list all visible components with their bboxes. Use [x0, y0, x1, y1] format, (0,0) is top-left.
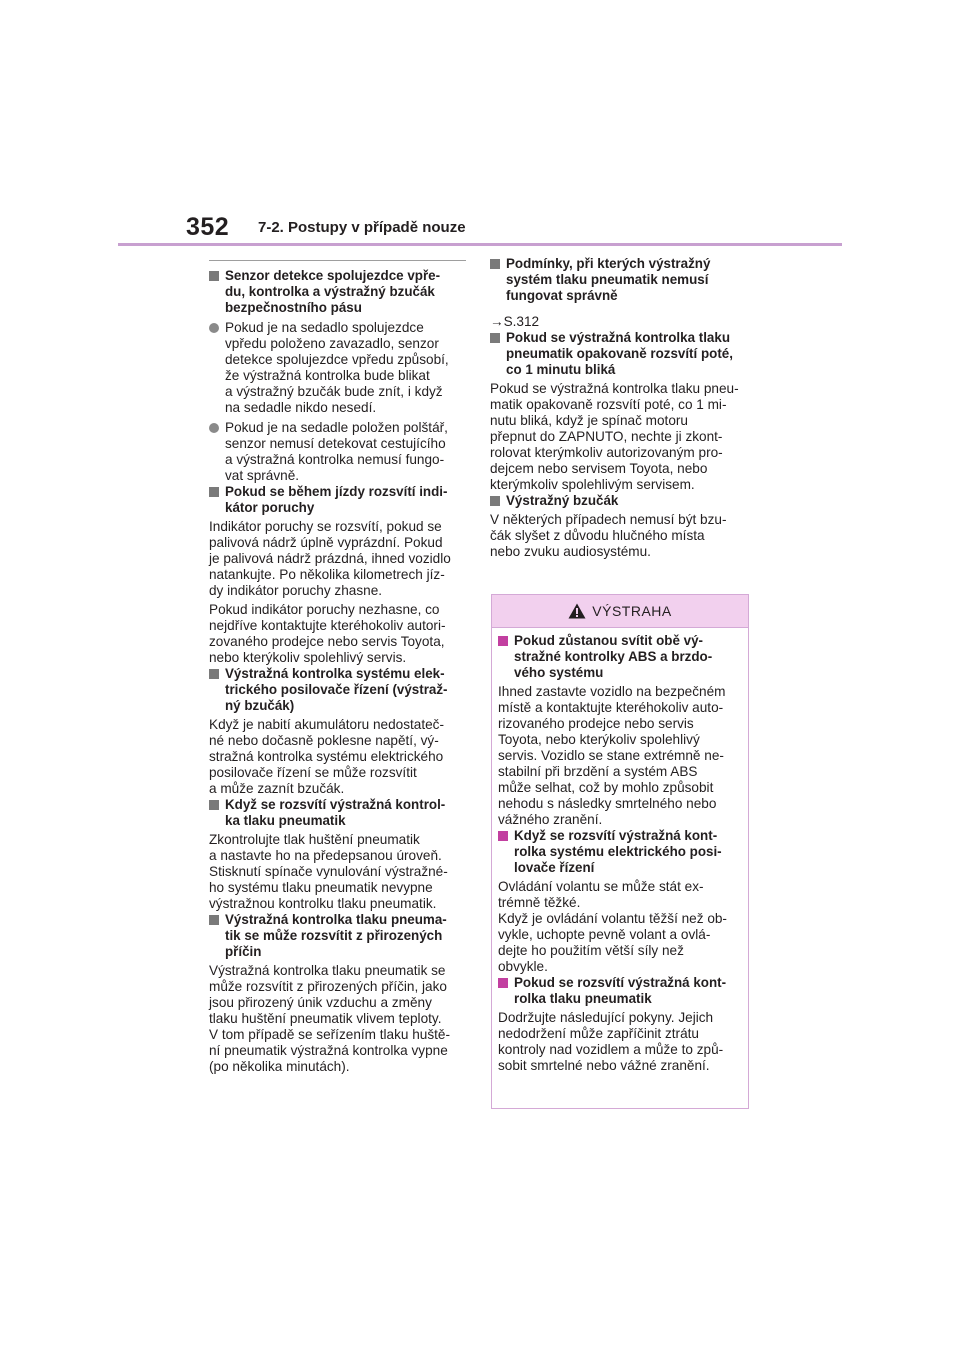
paragraph: Pokud se výstražná kontrolka tlaku pneu- matik opakovaně rozsvítí poté, co 1 mi- nutu bliká, když je spínač motoru přepnut do ZAPNUTO, nechte ji zkont- rolovat kterýmkoliv autorizovaným pro- dejcem nebo servisem Toyota, nebo kterýmkoliv spolehlivým servisem.: [490, 381, 739, 492]
paragraph: V některých případech nemusí být bzu- čák slyšet z důvodu hlučného místa nebo zvuku audiosystému.: [490, 512, 727, 559]
section-warning-buzzer: [490, 493, 752, 560]
paragraph: Zkontrolujte tlak huštění pneumatik a nastavte ho na předepsanou úroveň. Stisknutí spínače vynulování výstražné- ho systému tlaku pneumatik nevypne výstražnou kontrolku tlaku pneumatik.: [209, 832, 448, 911]
square-bullet-icon: [209, 271, 219, 281]
section-heading: Podmínky, při kterých výstražný systém tlaku pneumatik nemusí fungovat správně: [490, 256, 752, 304]
paragraph: Pokud indikátor poruchy nezhasne, co nejdříve kontaktujte kteréhokoliv autori- zovaného prodejce nebo servis Toyota, nebo kterýkoliv spolehlivý servis.: [209, 602, 446, 665]
warning-section-eps: [498, 828, 742, 975]
warning-section-tpws: [498, 975, 742, 1074]
warning-box: [491, 594, 749, 1109]
section-title: 7-2. Postupy v případě nouze: [258, 219, 466, 236]
paragraph: Když je nabití akumulátoru nedostateč- né nebo dočasně poklesne napětí, vý- stražná kontrolka systému elektrického posilovače řízení se může rozsvítit a může zaznít bzučák.: [209, 717, 445, 796]
right-column: [490, 256, 752, 560]
square-bullet-icon: [498, 831, 508, 841]
section-heading: Když se rozsvítí výstražná kontrol- ka tlaku pneumatik: [209, 797, 466, 829]
header-divider: [118, 243, 842, 246]
square-bullet-icon: [490, 259, 500, 269]
warning-triangle-icon: [568, 603, 586, 619]
section-tire-pressure-natural: [209, 912, 466, 1075]
warning-header: [492, 595, 748, 628]
square-bullet-icon: [498, 978, 508, 988]
section-heading: Pokud se rozsvítí výstražná kont- rolka tlaku pneumatik: [498, 975, 742, 1007]
section-heading: Pokud se během jízdy rozsvítí indi- kátor poruchy: [209, 484, 466, 516]
section-tpws-conditions: [490, 256, 752, 330]
paragraph: Ihned zastavte vozidlo na bezpečném místě a kontaktujte kteréhokoliv auto- rizovaného prodejce nebo servis Toyota, nebo kterýkoliv spolehlivý servis. Vozidlo se stane extrémně ne- stabilní při brzdění a systém ABS může selhat, což by mohlo způsobit nehodu s následky smrtelného nebo vážného zranění.: [498, 684, 726, 827]
square-bullet-icon: [490, 496, 500, 506]
warning-section-abs: [498, 633, 742, 828]
section-heading: Pokud zůstanou svítit obě vý- stražné kontrolky ABS a brzdo- vého systému: [498, 633, 742, 681]
square-bullet-icon: [209, 800, 219, 810]
column-divider: [209, 260, 466, 261]
square-bullet-icon: [209, 487, 219, 497]
paragraph: Ovládání volantu se může stát ex- trémně těžké. Když je ovládání volantu těžší než ob- vykle, uchopte pevně volant a ovlá- dejte ho použitím větší síly než obvykle.: [498, 879, 727, 974]
page-reference-link[interactable]: →S.312: [490, 314, 540, 329]
left-column: [209, 260, 466, 1075]
bullet-item: Pokud je na sedadlo spolujezdce vpředu položeno zavazadlo, senzor detekce spolujezdce vpředu způsobí, že výstražná kontrolka bude blikat a výstražný bzučák bude znít, i když na sedadle nikdo nesedí.: [209, 320, 466, 416]
section-heading: Senzor detekce spolujezdce vpře- du, kontrolka a výstražný bzučák bezpečnostního pásu: [209, 268, 466, 316]
paragraph: Dodržujte následující pokyny. Jejich nedodržení může zapříčinit ztrátu kontroly nad vozidlem a může to způ- sobit smrtelné nebo vážné zranění.: [498, 1010, 724, 1073]
circle-bullet-icon: [209, 323, 219, 333]
section-malfunction-indicator: [209, 484, 466, 666]
warning-body: [492, 628, 748, 1074]
square-bullet-icon: [490, 333, 500, 343]
section-heading: Výstražná kontrolka systému elek- trického posilovače řízení (výstraž- ný bzučák): [209, 666, 466, 714]
warning-title: VÝSTRAHA: [592, 603, 672, 619]
bullet-item: Pokud je na sedadle položen polštář, senzor nemusí detekovat cestujícího a výstražná kontrolka nemusí fungo- vat správně.: [209, 420, 466, 484]
section-tire-pressure-on: [209, 797, 466, 912]
section-heading: Pokud se výstražná kontrolka tlaku pneumatik opakovaně rozsvítí poté, co 1 minutu bliká: [490, 330, 752, 378]
page-number: 352: [186, 213, 230, 241]
section-seat-sensor: [209, 268, 466, 484]
section-eps-warning: [209, 666, 466, 797]
square-bullet-icon: [209, 915, 219, 925]
paragraph: Indikátor poruchy se rozsvítí, pokud se palivová nádrž úplně vyprázdní. Pokud je palivová nádrž prázdná, ihned vozidlo natankujte. Po několika kilometrech jíz- dy indikátor poruchy zhasne.: [209, 519, 451, 598]
section-heading: Když se rozsvítí výstražná kont- rolka systému elektrického posi- lovače řízení: [498, 828, 742, 876]
section-tpws-blinking: [490, 330, 752, 493]
square-bullet-icon: [498, 636, 508, 646]
section-heading: Výstražný bzučák: [490, 493, 752, 509]
circle-bullet-icon: [209, 423, 219, 433]
section-heading: Výstražná kontrolka tlaku pneuma- tik se může rozsvítit z přirozených příčin: [209, 912, 466, 960]
square-bullet-icon: [209, 669, 219, 679]
paragraph: Výstražná kontrolka tlaku pneumatik se může rozsvítit z přirozených příčin, jako jsou přirozený únik vzduchu a změny tlaku huštění pneumatik vlivem teploty. V tom případě se seřízením tlaku huště- ní pneumatik výstražná kontrolka vypne (po několika minutách).: [209, 963, 451, 1074]
